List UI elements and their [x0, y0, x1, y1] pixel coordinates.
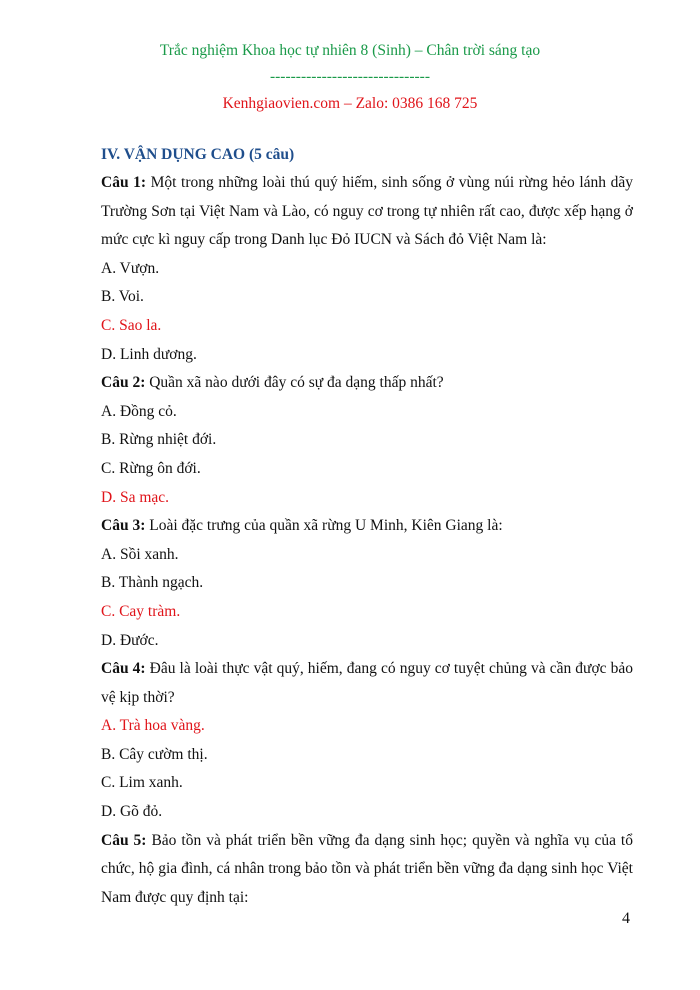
option: D. Linh dương.: [101, 345, 197, 363]
option: D. Đước.: [101, 631, 159, 649]
question-text: Bảo tồn và phát triển bền vững đa dạng sinh học; quyền và nghĩa vụ của tổ chức, hộ gia đình, cá nhân trong bảo tồn và phát triển bền vững đa dạng sinh học Việt Nam được quy định tại:: [101, 831, 633, 906]
option: A. Vượn.: [101, 259, 160, 277]
header-site: Kenhgiaovien.com – Zalo: 0386 168 725: [222, 95, 478, 112]
option: C. Lim xanh.: [101, 774, 183, 792]
option-correct: C. Sao la.: [101, 316, 162, 334]
option: A. Sồi xanh.: [101, 545, 179, 563]
option: B. Cây cườm thị.: [101, 745, 208, 763]
option-correct: C. Cay tràm.: [101, 602, 181, 620]
option: C. Rừng ôn đới.: [101, 459, 201, 477]
page-number: 4: [622, 910, 630, 927]
option: B. Voi.: [101, 288, 144, 306]
section-title: IV. VẬN DỤNG CAO (5 câu): [101, 146, 295, 163]
option-correct: A. Trà hoa vàng.: [101, 717, 205, 735]
header-rule: -------------------------------: [269, 68, 430, 85]
option: B. Rừng nhiệt đới.: [101, 431, 217, 449]
question-4: [101, 655, 633, 712]
question-text: Loài đặc trưng của quần xã rừng U Minh, Kiên Giang là:: [145, 517, 503, 535]
question-label: Câu 3:: [101, 517, 146, 535]
question-5: [101, 827, 633, 913]
question-3: [101, 512, 633, 541]
option-correct: D. Sa mạc.: [101, 488, 170, 506]
question-2: [101, 369, 633, 398]
content-body: [101, 141, 633, 912]
question-label: Câu 4:: [101, 660, 146, 678]
option: D. Gõ đỏ.: [101, 803, 163, 821]
question-label: Câu 5:: [101, 831, 147, 849]
question-text: Một trong những loài thú quý hiếm, sinh sống ở vùng núi rừng hẻo lánh dãy Trường Sơn tại Việt Nam và Lào, có nguy cơ trong tự nhiên rất cao, được xếp hạng ở mức cực kì nguy cấp trong Danh lục Đỏ IUCN và Sách đỏ Việt Nam là:: [101, 174, 633, 249]
header-title: Trắc nghiệm Khoa học tự nhiên 8 (Sinh) – Chân trời sáng tạo: [159, 42, 541, 59]
option: A. Đồng cỏ.: [101, 402, 177, 420]
question-1: [101, 169, 633, 255]
option: B. Thành ngạch.: [101, 574, 204, 592]
question-label: Câu 1:: [101, 174, 147, 191]
question-text: Đâu là loài thực vật quý, hiếm, đang có nguy cơ tuyệt chủng và cần được bảo vệ kịp thời?: [101, 660, 633, 706]
question-label: Câu 2:: [101, 374, 146, 392]
question-text: Quần xã nào dưới đây có sự đa dạng thấp nhất?: [145, 374, 444, 392]
